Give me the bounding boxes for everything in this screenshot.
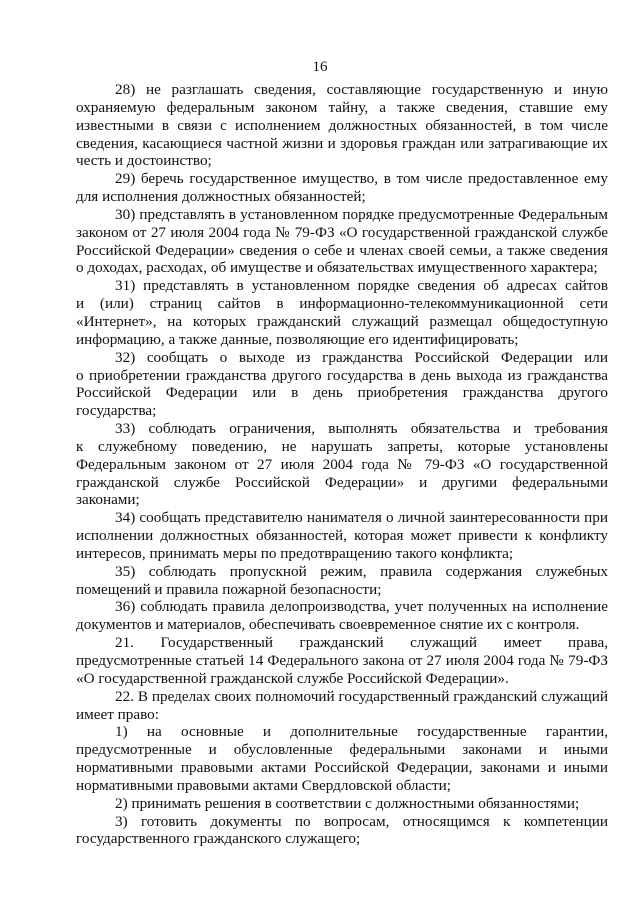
paragraph-item-28: 28) не разглашать сведения, составляющие государственную и иную охраняемую федеральным законом тайну, а также сведения, ставшие ему известными в связи с исполнением должностных обязанностей, в том числе сведения, касающиеся частной жизни и здоровья граждан или затрагивающие их честь и достоинство;	[76, 81, 608, 170]
paragraph-right-3: 3) готовить документы по вопросам, относящимся к компетенции государственного гражданского служащего;	[76, 812, 608, 848]
paragraph-item-31: 31) представлять в установленном порядке сведения об адресах сайтов и (или) страниц сайтов в информационно-телекоммуникационной сети «Интернет», на которых гражданский служащий размещал общедоступную информацию, а также данные, позволяющие его идентифицировать;	[76, 277, 608, 348]
paragraph-item-34: 34) сообщать представителю нанимателя о личной заинтересованности при исполнении должностных обязанностей, которая может привести к конфликту интересов, принимать меры по предотвращению такого конфликта;	[76, 509, 608, 562]
paragraph-item-33: 33) соблюдать ограничения, выполнять обязательства и требования к служебному поведению, не нарушать запреты, которые установлены Федеральным законом от 27 июля 2004 года № 79-ФЗ «О государственной гражданской службе Российской Федерации» и другими федеральными законами;	[76, 420, 608, 509]
paragraph-item-29: 29) беречь государственное имущество, в том числе предоставленное ему для исполнения должностных обязанностей;	[76, 170, 608, 206]
paragraph-section-21: 21. Государственный гражданский служащий имеет права, предусмотренные статьей 14 Федерального закона от 27 июля 2004 года № 79-ФЗ «О государственной гражданской службе Российской Федерации».	[76, 634, 608, 687]
paragraph-right-2: 2) принимать решения в соответствии с должностными обязанностями;	[115, 794, 580, 812]
paragraph-item-32: 32) сообщать о выходе из гражданства Российской Федерации или о приобретении гражданства другого государства в день выхода из гражданства Российской Федерации или в день приобретения гражданства другого государства;	[76, 348, 608, 420]
paragraph-section-22: 22. В пределах своих полномочий государственный гражданский служащий имеет право:	[76, 687, 608, 723]
paragraph-item-35: 35) соблюдать пропускной режим, правила содержания служебных помещений и правила пожарной безопасности;	[76, 562, 608, 598]
page-number: 16	[312, 59, 328, 75]
document-body	[76, 81, 608, 848]
paragraph-right-1: 1) на основные и дополнительные государственные гарантии, предусмотренные и обусловленные федеральными законами и иными нормативными правовыми актами Российской Федерации, законами и иными нормативными правовыми актами Свердловской области;	[76, 723, 608, 794]
paragraph-item-36: 36) соблюдать правила делопроизводства, учет полученных на исполнение документов и материалов, обеспечивать своевременное снятие их с контроля.	[76, 598, 608, 634]
paragraph-item-30: 30) представлять в установленном порядке предусмотренные Федеральным законом от 27 июля 2004 года № 79-ФЗ «О государственной гражданской службе Российской Федерации» сведения о себе и членах своей семьи, а также сведения о доходах, расходах, об имуществе и обязательствах имущественного характера;	[76, 205, 608, 277]
